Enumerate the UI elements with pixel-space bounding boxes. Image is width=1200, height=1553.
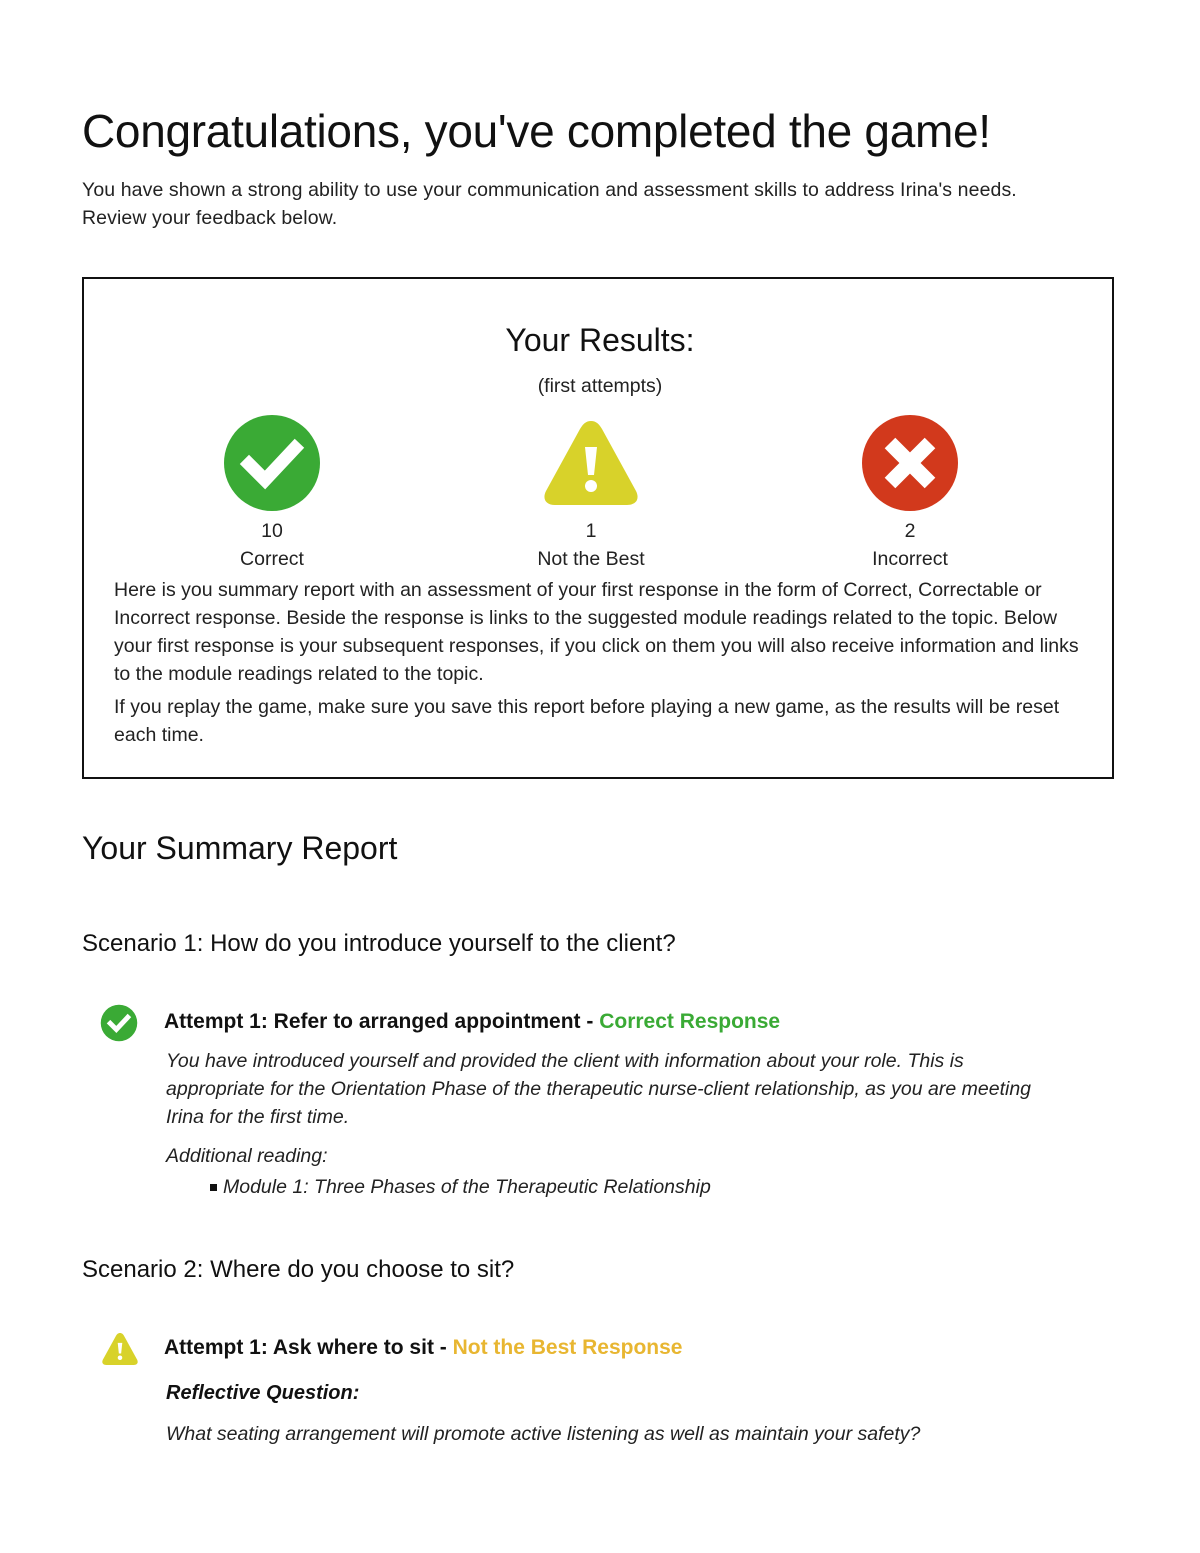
attempt-feedback: You have introduced yourself and provided the client with information about your role. This is appropriate for the Orientation Phase of the therapeutic nurse-client relationship, as you are meeting Irina for the first time.	[166, 1050, 1032, 1128]
warning-triangle-icon	[541, 413, 641, 513]
additional-reading-label: Additional reading:	[166, 1145, 328, 1167]
results-paragraph-2: If you replay the game, make sure you save this report before playing a new game, as the results will be reset each time.	[114, 696, 1060, 746]
stat-correct	[152, 413, 392, 573]
attempt-label: Attempt 1: Ask where to sit -	[164, 1336, 453, 1359]
x-circle-icon	[860, 413, 960, 513]
intro-line-2: Review your feedback below.	[82, 207, 338, 229]
intro-text	[82, 176, 1122, 232]
attempt-heading	[164, 1336, 682, 1360]
reading-link-text[interactable]: Module 1: Three Phases of the Therapeutic Relationship	[223, 1176, 711, 1198]
attempt-heading	[164, 1010, 780, 1034]
incorrect-label: Incorrect	[872, 548, 948, 570]
result-label: Correct Response	[599, 1010, 781, 1033]
incorrect-count: 2	[904, 520, 916, 542]
not-the-best-label: Not the Best	[537, 548, 645, 570]
warning-triangle-icon	[100, 1330, 140, 1368]
results-subtitle: (first attempts)	[537, 375, 663, 397]
reflective-question-label: Reflective Question:	[166, 1382, 360, 1404]
result-label: Not the Best Response	[452, 1336, 683, 1359]
check-circle-icon	[100, 1004, 138, 1042]
correct-count: 10	[261, 520, 283, 542]
reading-link[interactable]	[210, 1176, 711, 1199]
reflective-question-text: What seating arrangement will promote active listening as well as maintain your safety?	[166, 1423, 921, 1445]
attempt-label: Attempt 1: Refer to arranged appointment -	[164, 1010, 600, 1033]
bullet-icon	[210, 1184, 217, 1191]
not-the-best-count: 1	[585, 520, 597, 542]
correct-label: Correct	[240, 548, 304, 570]
results-paragraph-1: Here is you summary report with an assessment of your first response in the form of Correct, Correctable or Incorrect response. Beside the response is links to the suggested module readings related to the topic. Below your first response is your subsequent responses, if you click on them you will also receive information and links to the module readings related to the topic.	[114, 579, 1079, 685]
scenario-1-title: Scenario 1: How do you introduce yourself to the client?	[82, 930, 676, 957]
reading-list	[210, 1176, 711, 1199]
scenario-2-title: Scenario 2: Where do you choose to sit?	[82, 1256, 515, 1283]
results-title: Your Results:	[505, 322, 695, 358]
summary-report-heading: Your Summary Report	[82, 830, 398, 866]
check-circle-icon	[222, 413, 322, 513]
stat-incorrect	[790, 413, 1030, 573]
intro-line-1: You have shown a strong ability to use your communication and assessment skills to address Irina's needs.	[82, 179, 1017, 201]
results-explanation	[114, 576, 1094, 754]
page-title: Congratulations, you've completed the game!	[82, 105, 991, 157]
stat-not-the-best	[471, 413, 711, 573]
